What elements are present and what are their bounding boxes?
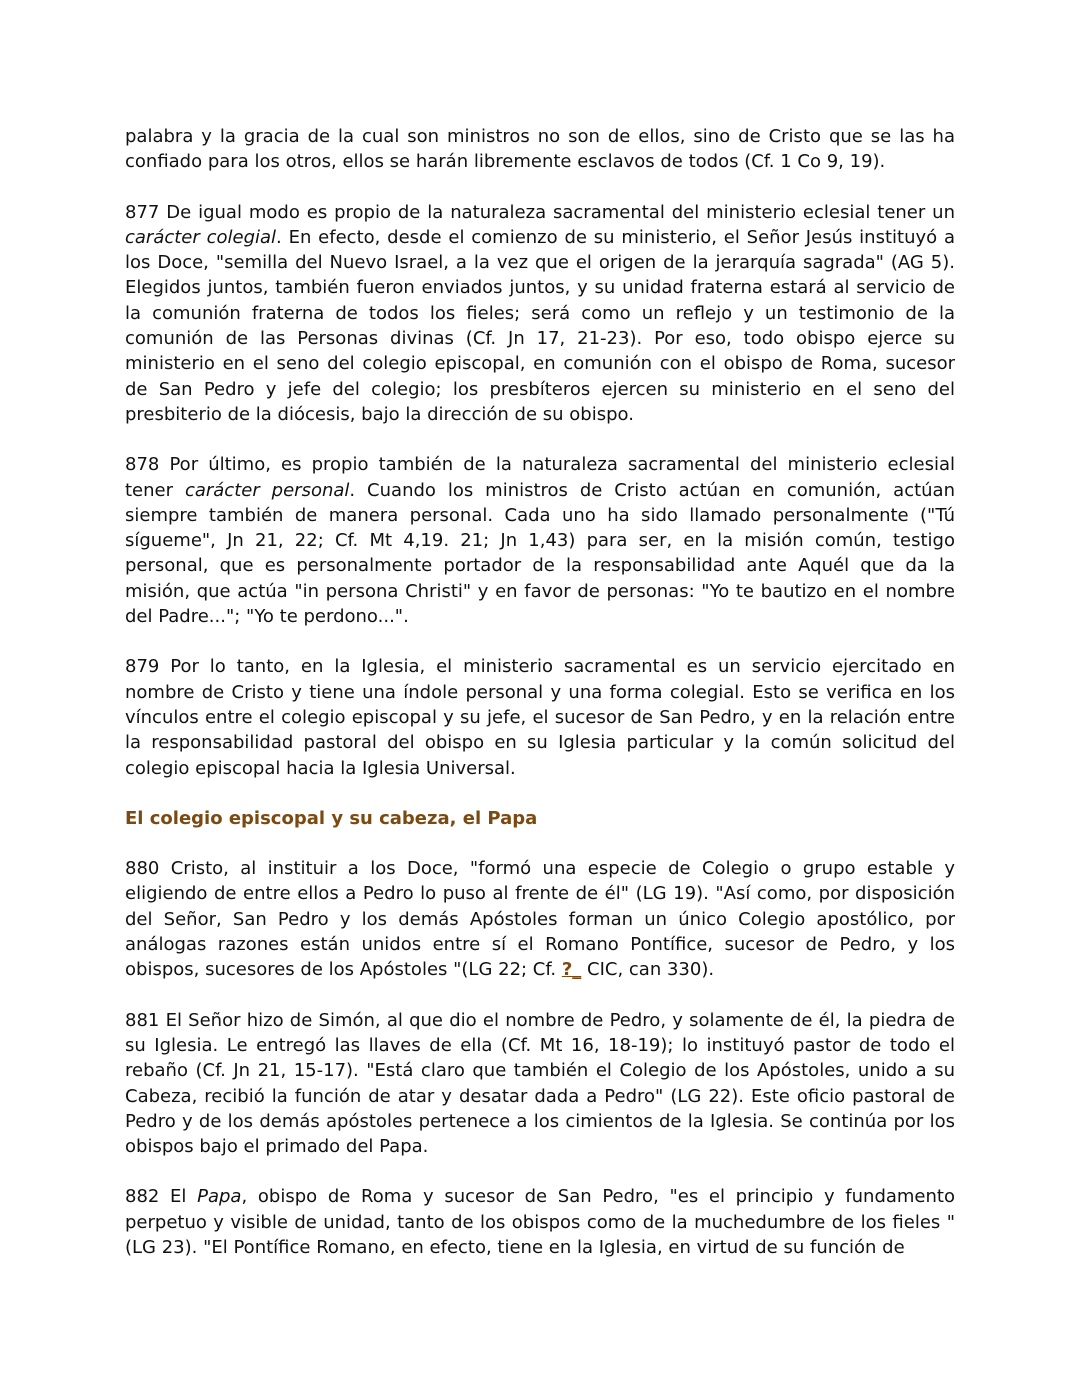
paragraph-text: . Cuando los ministros de Cristo actúan en comunión, actúan siempre también de manera personal. Cada uno ha sido llamado personalmente ("Tú sígueme", Jn 21, 22; Cf. Mt 4,19. 21; Jn 1,43) para ser, en la misión común, testigo personal, que es personalmente portador de la responsabilidad ante Aquél que da la misión, que actúa "in persona Christi" y en favor de personas: "Yo te bautizo en el nombre del Padre..."; "Yo te perdono...". <box>125 479 955 628</box>
paragraph-text: 877 De igual modo es propio de la naturaleza sacramental del ministerio eclesial tener un <box>125 201 955 223</box>
paragraph-882 <box>125 1184 955 1260</box>
paragraph-text: palabra y la gracia de la cual son ministros no son de ellos, sino de Cristo que se las ha confiado para los otros, ellos se harán libremente esclavos de todos (Cf. 1 Co 9, 19). <box>125 126 955 173</box>
paragraph-879 <box>125 654 955 780</box>
section-heading: El colegio episcopal y su cabeza, el Papa <box>125 807 538 829</box>
reference-link[interactable]: ?_ <box>561 959 582 981</box>
paragraph-text: CIC, can 330). <box>581 959 715 981</box>
emphasis-text: Papa <box>197 1186 242 1208</box>
paragraph-text: 882 El <box>125 1186 198 1208</box>
paragraph-881 <box>125 1008 955 1160</box>
paragraph-877 <box>125 200 955 428</box>
document-page <box>125 124 955 1285</box>
paragraph-text: 878 Por último, es propio también de la naturaleza sacramental del ministerio eclesial tener <box>125 454 955 501</box>
emphasis-text: carácter personal <box>184 479 350 501</box>
paragraph-880 <box>125 856 955 982</box>
paragraph-text: , obispo de Roma y sucesor de San Pedro, "es el principio y fundamento perpetuo y visible de unidad, tanto de los obispos como de la muchedumbre de los fieles "(LG 23). "El Pontífice Romano, en efecto, tiene en la Iglesia, en virtud de su función de <box>125 1186 955 1258</box>
paragraph-continuation <box>125 124 955 175</box>
paragraph-text: 879 Por lo tanto, en la Iglesia, el ministerio sacramental es un servicio ejercitado en nombre de Cristo y tiene una índole personal y una forma colegial. Esto se verifica en los vínculos entre el colegio episcopal y su jefe, el sucesor de San Pedro, y en la relación entre la responsabilidad pastoral del obispo en su Iglesia particular y la común solicitud del colegio episcopal hacia la Iglesia Universal. <box>125 656 955 779</box>
paragraph-878 <box>125 452 955 629</box>
emphasis-text: carácter colegial <box>125 226 277 248</box>
paragraph-text: 880 Cristo, al instituir a los Doce, "formó una especie de Colegio o grupo estable y eligiendo de entre ellos a Pedro lo puso al frente de él" (LG 19). "Así como, por disposición del Señor, San Pedro y los demás Apóstoles forman un único Colegio apostólico, por análogas razones están unidos entre sí el Romano Pontífice, sucesor de Pedro, y los obispos, sucesores de los Apóstoles "(LG 22; Cf. <box>125 858 955 981</box>
paragraph-text: . En efecto, desde el comienzo de su ministerio, el Señor Jesús instituyó a los Doce, "semilla del Nuevo Israel, a la vez que el origen de la jerarquía sagrada" (AG 5). Elegidos juntos, también fueron enviados juntos, y su unidad fraterna estará al servicio de la comunión fraterna de todos los fieles; será como un reflejo y un testimonio de la comunión de las Personas divinas (Cf. Jn 17, 21-23). Por eso, todo obispo ejerce su ministerio en el seno del colegio episcopal, en comunión con el obispo de Roma, sucesor de San Pedro y jefe del colegio; los presbíteros ejercen su ministerio en el seno del presbiterio de la diócesis, bajo la dirección de su obispo. <box>125 226 955 425</box>
paragraph-text: 881 El Señor hizo de Simón, al que dio el nombre de Pedro, y solamente de él, la piedra de su Iglesia. Le entregó las llaves de ella (Cf. Mt 16, 18-19); lo instituyó pastor de todo el rebaño (Cf. Jn 21, 15-17). "Está claro que también el Colegio de los Apóstoles, unido a su Cabeza, recibió la función de atar y desatar dada a Pedro" (LG 22). Este oficio pastoral de Pedro y de los demás apóstoles pertenece a los cimientos de la Iglesia. Se continúa por los obispos bajo el primado del Papa. <box>125 1009 955 1158</box>
